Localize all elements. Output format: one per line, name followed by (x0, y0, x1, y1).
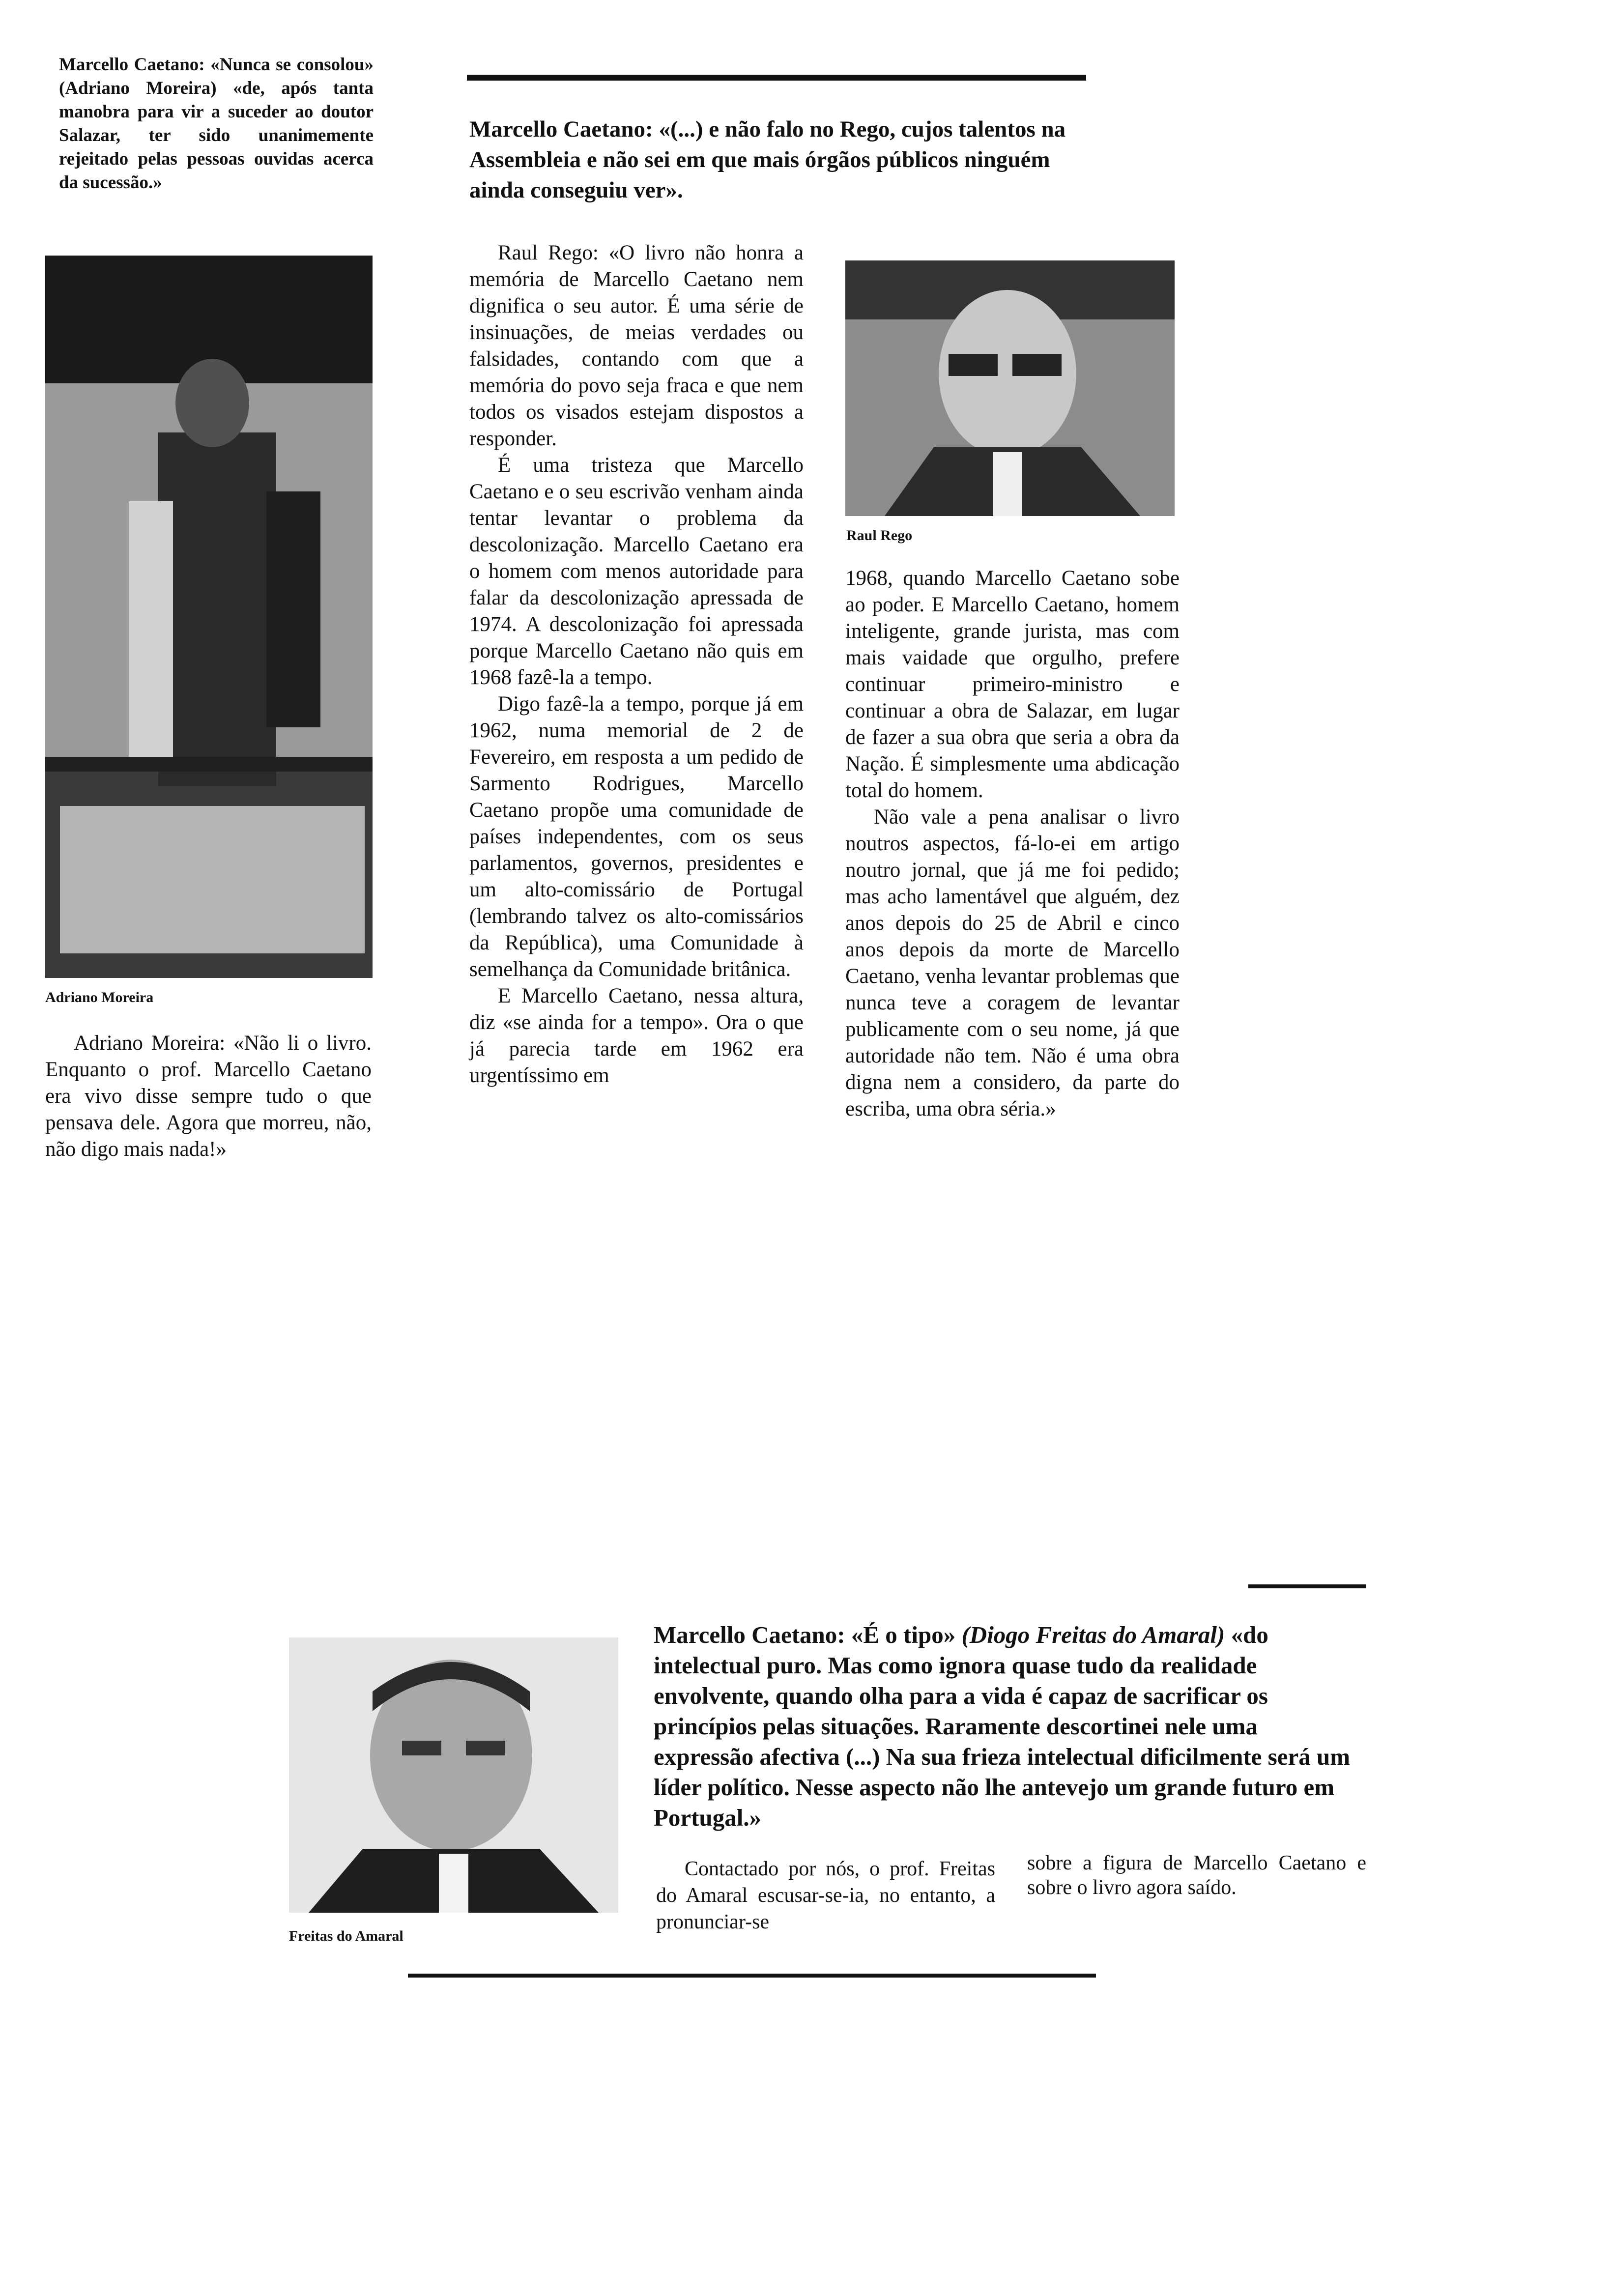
bottom-quote-open: «É o tipo» (851, 1621, 956, 1648)
top-quote-text: «(...) e não falo no Rego, cujos talentos na Assembleia e não sei em que mais órgãos públicos ninguém ainda conseguiu ver». (469, 116, 1066, 203)
left-quote-text: «Nunca se consolou» (Adriano Moreira) «de, após tanta manobra para vir a suceder ao doutor Salazar, ter sido unanimemente rejeitado pelas pessoas ouvidas acerca da sucessão.» (59, 55, 374, 193)
rego-col1-paragraph-3: Digo fazê-la a tempo, porque já em 1962, numa memorial de 2 de Fevereiro, em resposta a um pedido de Sarmento Rodrigues, Marcello Caetano propõe uma comunidade de países independentes, com os seus parlamentos, governos, presidentes e um alto-comissário de Portugal (lembrando talvez os alto-comissários da República), uma Comunidade à semelhança da Comunidade britânica. (469, 692, 804, 981)
rego-col1-paragraph-2: É uma tristeza que Marcello Caetano e o seu escrivão venham ainda tentar levantar o problema da descolonização. Marcello Caetano era o homem com menos autoridade para falar da descolonização apressada de 1974. A descolonização foi apressada porque Marcello Caetano não quis em 1968 fazê-la a tempo. (469, 454, 804, 689)
adriano-paragraph: Adriano Moreira: «Não li o livro. Enquanto o prof. Marcello Caetano era vivo disse sempre tudo o que pensava dele. Agora que morreu, não, não digo mais nada!» (45, 1032, 372, 1161)
freitas-column-1 (656, 1856, 995, 1935)
rego-column-1 (469, 240, 804, 1089)
freitas-col1-paragraph: Contactado por nós, o prof. Freitas do Amaral escusar-se-ia, no entanto, a pronunciar-se (656, 1858, 995, 1933)
rego-caption: Raul Rego (846, 527, 913, 544)
adriano-statement (45, 1030, 372, 1163)
bottom-rule (408, 1974, 1096, 1978)
rego-col2-paragraph-1: 1968, quando Marcello Caetano sobe ao poder. E Marcello Caetano, homem inteligente, grande jurista, mas com mais vaidade que orgulho, prefere continuar primeiro-ministro e continuar a obra de Salazar, em lugar de fazer a sua obra que seria a obra da Nação. É simplesmente uma abdicação total do homem. (845, 567, 1180, 802)
middle-rule (1248, 1584, 1366, 1588)
rego-column-2 (845, 565, 1180, 1122)
left-quote (59, 53, 374, 195)
bottom-quote (654, 1620, 1352, 1833)
top-quote-lead: Marcello Caetano: (469, 116, 653, 142)
top-quote (469, 114, 1108, 205)
freitas-column-2 (1027, 1851, 1366, 1900)
freitas-photo (289, 1637, 618, 1913)
rego-col1-paragraph-1: Raul Rego: «O livro não honra a memória de Marcello Caetano nem dignifica o seu autor. É uma série de insinuações, de meias verdades ou falsidades, contando com que a memória do povo seja fraca e que nem todos os visados estejam dispostos a responder. (469, 241, 804, 450)
freitas-col2-paragraph: sobre a figura de Marcello Caetano e sobre o livro agora saído. (1027, 1852, 1366, 1899)
left-quote-lead: Marcello Caetano: (59, 55, 205, 75)
adriano-moreira-photo (45, 256, 373, 978)
rego-col1-paragraph-4: E Marcello Caetano, nessa altura, diz «se ainda for a tempo». Ora o que já parecia tarde em 1962 era urgentíssimo em (469, 984, 804, 1087)
raul-rego-photo (845, 260, 1175, 516)
top-rule (467, 75, 1086, 81)
bottom-quote-attribution: (Diogo Freitas do Amaral) (961, 1621, 1225, 1648)
adriano-caption: Adriano Moreira (45, 989, 154, 1005)
freitas-caption: Freitas do Amaral (289, 1928, 403, 1944)
rego-col2-paragraph-2: Não vale a pena analisar o livro noutros aspectos, fá-lo-ei em artigo noutro jornal, que já me foi pedido; mas acho lamentável que alguém, dez anos depois do 25 de Abril e cinco anos depois da morte de Marcello Caetano, venha levantar problemas que nunca teve a coragem de levantar publicamente com o seu nome, já que autoridade não tem. Não é uma obra digna nem a considero, da parte do escriba, uma obra séria.» (845, 805, 1180, 1120)
bottom-quote-text: «do intelectual puro. Mas como ignora quase tudo da realidade envolvente, quando olha para a vida é capaz de sacrificar os princípios pelas situações. Raramente descortinei nele uma expressão afectiva (...) Na sua frieza intelectual dificilmente será um líder político. Nesse aspecto não lhe antevejo um grande futuro em Portugal.» (654, 1621, 1351, 1831)
bottom-quote-lead: Marcello Caetano: (654, 1621, 845, 1648)
